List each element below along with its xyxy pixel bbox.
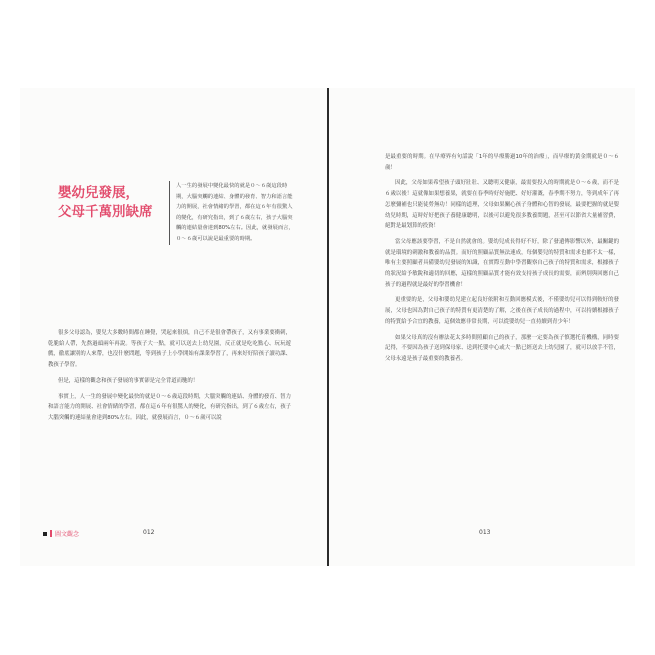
left-paragraph-3: 事實上，人一生的發展中變化最快的就是０～６歲這段時期，大腦突觸的連結、身體的發育、智力和語言能力的開展、社會情緒的學習，都在這６年有很驚人的變化，有研究指出，到了６歲左右，孩子大腦突觸的連結量會達到80%左右。因此，就發展而言，０～６歲可以說 bbox=[48, 393, 291, 421]
right-paragraph-2: 因此，父母如果希望孩子頭好壯壯、又聰明又健康，最需要投入的時期就是０～６歲，而不是６歲以後！這就像如果想養果，就要在春季時好好施肥、好好灌溉，春季期不努力，等到成年了再怎麼彌補也只能徒勞無功！同樣的道理，父母如果關心孩子身體和心智的發展，最要把握的就是嬰幼兒時期，這時好好把孩子養健康聰明，以後可以避免很多教養問題，甚至可以節省大量補習費，絕對是最划算的投資！ bbox=[385, 180, 619, 230]
heading-line-1: 嬰幼兒發展， bbox=[58, 185, 139, 201]
left-paragraph-1: 很多父母認為，嬰兒大多數時間都在睡覺，哭起來很煩，自己不是很會帶孩子，又有事業要衝刺，乾脆給人帶，先熬過頭兩年再說。等孩子大一點，就可以送去上幼兒園，反正就是吃吃點心、玩玩遊戲，徹底讓別的人來帶，也沒什麼問題，等到孩子上小學開始有課業學習了，再來好好陪孩子讀功課、教孩子學習。 bbox=[48, 330, 291, 369]
right-paragraph-5: 如果父母真的沒有辦法花太多時間照顧自己的孩子，那麼一定要為孩子慎選托育機構，同時要記得，不要因為孩子送到保母家、送到托嬰中心或大一點已經送去上幼兒園了，就可以放手不管，父母永遠是孩子最重要的教養者。 bbox=[385, 334, 619, 362]
brand-label: 圖文觀念 bbox=[55, 531, 80, 538]
left-page bbox=[20, 88, 327, 566]
heading-line-2: 父母千萬別缺席 bbox=[58, 204, 153, 220]
left-page-number: 012 bbox=[143, 529, 155, 536]
left-paragraph-2: 但是，這樣的觀念和孩子發展的事實卻是完全背道而馳的！ bbox=[58, 377, 199, 384]
right-paragraph-3: 當父母應該要學習，不是自然就會的。嬰幼兒成長得好不好，除了發遺傳影響以外，最關鍵的就是環境的刺激和教養的品質。而好的照顧品質無法速成，每個嬰兒的特質和需求也都不太一樣，唯有主要照顧者具備嬰幼兒發展的知識，在實際互動中學習觀察自己孩子的特質和需求，根據孩子的狀況給予敏銳和適切的回應，這樣的照顧品質才能有效支持孩子成長的需要，而辨別與回應自己孩子的過程就是最好的學習機會！ bbox=[385, 238, 619, 288]
brand-square-icon bbox=[43, 532, 47, 536]
section-heading bbox=[58, 184, 154, 222]
right-paragraph-1: 是最重要的時期。在早療界有句話說「1年的早療勝過10年的治療」，而早療的黃金期就是０～６歲！ bbox=[385, 154, 619, 171]
intro-callout: 人一生的發展中變化最快的就是０～６歲這段時期，大腦突觸的連結、身體的發育、智力和語言能力的開展，社會情緒的學習，都在這６年有很驚人的變化，有研究指出，到了６歲左右，孩子大腦突觸的連結量會達到80%左右。因此，就發展而言，０～６歲可以說是最重要的時期。 bbox=[169, 181, 297, 245]
right-page bbox=[329, 88, 635, 566]
brand-bar-icon bbox=[50, 530, 52, 537]
right-body bbox=[385, 152, 619, 370]
right-paragraph-4: 更重要的是，父母和嬰幼兒建立起良好依附和互動回應模式後，不僅嬰幼兒可以得到較好的發展，父母也因為對自己孩子的特質有更清楚的了解，之後在孩子成長的過程中，可以持續根據孩子的特質給予合宜的教養，這個效應非常長期，可以從嬰幼兒一直持續到青少年！ bbox=[385, 297, 619, 325]
right-page-number: 013 bbox=[479, 529, 491, 536]
left-footer-brand bbox=[43, 529, 79, 538]
left-body bbox=[48, 328, 291, 429]
